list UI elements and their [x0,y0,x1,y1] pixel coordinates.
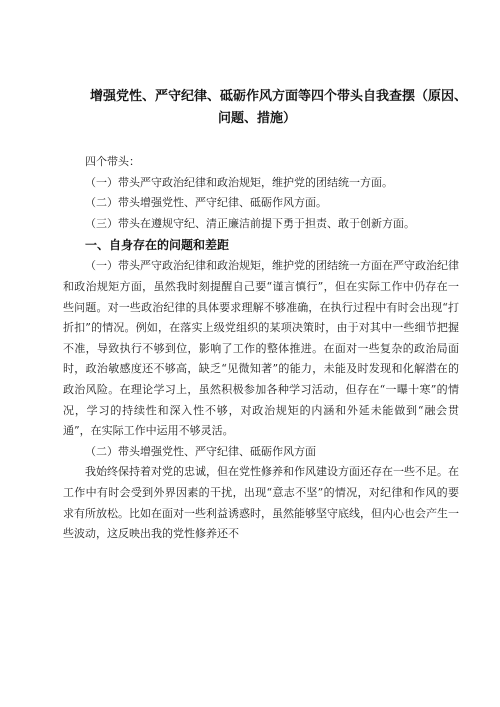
list-item-3: （三）带头在遵规守纪、清正廉洁前提下勇于担责、敢于创新方面。 [85,216,415,230]
title-line-1: 增强党性、严守纪律、砥砺作风方面等四个带头自我查摆（原因、 [90,89,468,104]
list-item-1: （一）带头严守政治纪律和政治规矩，维护党的团结统一方面。 [85,175,393,189]
list-item-2: （二）带头增强党性、严守纪律、砥砺作风方面。 [85,196,327,210]
section-paragraph-2: 我始终保持着对党的忠诚，但在党性修养和作风建设方面还存在一些不足。在工作中有时会受到外界因素的干扰，出现“意志不坚”的情况，对纪律和作风的要求有所放松。比如在面对一些利益诱惑时，虽然能够坚守底线，但内心也会产生一些波动，这反映出我的党性修养还不 [63,465,459,541]
document-title [90,86,470,130]
title-line-2: 问题、措施） [218,111,297,126]
document-body [63,152,459,545]
subsection-heading-2: （二）带头增强党性、严守纪律、砥砺作风方面 [85,444,316,458]
section-paragraph-1: （一）带头严守政治纪律和政治规矩，维护党的团结统一方面在严守政治纪律和政治规矩方面，虽然我时刻提醒自己要“谨言慎行”，但在实际工作中仍存在一些问题。对一些政治纪律的具体要求理解不够准确，在执行过程中有时会出现“打折扣”的情况。例如，在落实上级党组织的某项决策时，由于对其中一些细节把握不准，导致执行不够到位，影响了工作的整体推进。在面对一些复杂的政治局面时，政治敏感度还不够高，缺乏“见微知著”的能力，未能及时发现和化解潜在的政治风险。在理论学习上，虽然积极参加各种学习活动，但存在“一曝十寒”的情况，学习的持续性和深入性不够，对政治规矩的内涵和外延未能做到“融会贯通”，在实际工作中运用不够灵活。 [63,259,459,438]
intro-text: 四个带头： [85,155,140,168]
section-heading: 一、自身存在的问题和差距 [85,238,230,253]
